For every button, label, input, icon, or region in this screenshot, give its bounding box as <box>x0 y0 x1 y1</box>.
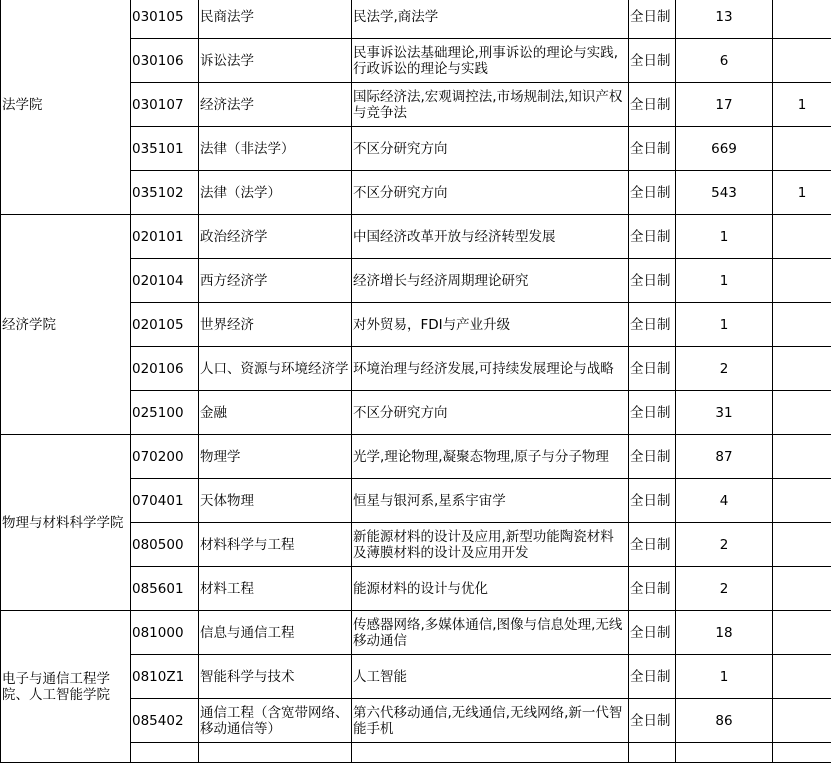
study-mode-cell: 全日制 <box>629 391 676 435</box>
major-name-cell: 西方经济学 <box>199 259 352 303</box>
research-direction-cell: 国际经济法,宏观调控法,市场规制法,知识产权与竞争法 <box>352 83 629 127</box>
major-name-cell: 智能科学与技术 <box>199 655 352 699</box>
major-code-cell: 030105 <box>131 0 199 39</box>
extra-quota-cell <box>773 435 831 479</box>
study-mode-cell: 全日制 <box>629 479 676 523</box>
college-cell: 经济学院 <box>1 215 131 435</box>
quota-cell: 1 <box>676 303 773 347</box>
major-code-cell: 081000 <box>131 611 199 655</box>
college-cell: 电子与通信工程学院、人工智能学院 <box>1 611 131 763</box>
extra-quota-cell <box>773 303 831 347</box>
major-name-cell: 诉讼法学 <box>199 39 352 83</box>
table-row <box>1 611 831 655</box>
extra-quota-cell <box>773 0 831 39</box>
quota-cell: 2 <box>676 347 773 391</box>
empty-cell <box>352 743 629 763</box>
major-code-cell: 035101 <box>131 127 199 171</box>
study-mode-cell: 全日制 <box>629 303 676 347</box>
major-code-cell: 070200 <box>131 435 199 479</box>
major-name-cell: 法律（法学） <box>199 171 352 215</box>
extra-quota-cell <box>773 567 831 611</box>
extra-quota-cell <box>773 523 831 567</box>
quota-cell: 543 <box>676 171 773 215</box>
major-name-cell: 天体物理 <box>199 479 352 523</box>
study-mode-cell: 全日制 <box>629 523 676 567</box>
research-direction-cell: 新能源材料的设计及应用,新型功能陶瓷材料及薄膜材料的设计及应用开发 <box>352 523 629 567</box>
research-direction-cell: 光学,理论物理,凝聚态物理,原子与分子物理 <box>352 435 629 479</box>
major-name-cell: 通信工程（含宽带网络、移动通信等） <box>199 699 352 743</box>
major-name-cell: 政治经济学 <box>199 215 352 259</box>
table-row <box>1 0 831 39</box>
research-direction-cell: 恒星与银河系,星系宇宙学 <box>352 479 629 523</box>
research-direction-cell: 不区分研究方向 <box>352 391 629 435</box>
quota-cell: 31 <box>676 391 773 435</box>
major-code-cell: 025100 <box>131 391 199 435</box>
major-code-cell: 070401 <box>131 479 199 523</box>
research-direction-cell: 中国经济改革开放与经济转型发展 <box>352 215 629 259</box>
research-direction-cell: 不区分研究方向 <box>352 171 629 215</box>
empty-cell <box>773 743 831 763</box>
major-name-cell: 民商法学 <box>199 0 352 39</box>
major-code-cell: 030107 <box>131 83 199 127</box>
study-mode-cell: 全日制 <box>629 611 676 655</box>
major-name-cell: 世界经济 <box>199 303 352 347</box>
major-name-cell: 法律（非法学） <box>199 127 352 171</box>
quota-cell: 4 <box>676 479 773 523</box>
extra-quota-cell: 1 <box>773 171 831 215</box>
quota-cell: 2 <box>676 567 773 611</box>
quota-cell: 18 <box>676 611 773 655</box>
major-name-cell: 金融 <box>199 391 352 435</box>
empty-cell <box>199 743 352 763</box>
research-direction-cell: 人工智能 <box>352 655 629 699</box>
extra-quota-cell <box>773 215 831 259</box>
quota-cell: 6 <box>676 39 773 83</box>
empty-cell <box>131 743 199 763</box>
college-cell: 法学院 <box>1 0 131 215</box>
study-mode-cell: 全日制 <box>629 171 676 215</box>
extra-quota-cell <box>773 611 831 655</box>
extra-quota-cell <box>773 479 831 523</box>
extra-quota-cell <box>773 655 831 699</box>
study-mode-cell: 全日制 <box>629 0 676 39</box>
major-code-cell: 085601 <box>131 567 199 611</box>
quota-cell: 1 <box>676 259 773 303</box>
major-code-cell: 020101 <box>131 215 199 259</box>
study-mode-cell: 全日制 <box>629 655 676 699</box>
study-mode-cell: 全日制 <box>629 347 676 391</box>
research-direction-cell: 环境治理与经济发展,可持续发展理论与战略 <box>352 347 629 391</box>
extra-quota-cell <box>773 259 831 303</box>
major-code-cell: 035102 <box>131 171 199 215</box>
quota-cell: 2 <box>676 523 773 567</box>
study-mode-cell: 全日制 <box>629 39 676 83</box>
extra-quota-cell: 1 <box>773 83 831 127</box>
research-direction-cell: 民法学,商法学 <box>352 0 629 39</box>
extra-quota-cell <box>773 347 831 391</box>
study-mode-cell: 全日制 <box>629 699 676 743</box>
major-code-cell: 030106 <box>131 39 199 83</box>
quota-cell: 17 <box>676 83 773 127</box>
major-name-cell: 信息与通信工程 <box>199 611 352 655</box>
empty-cell <box>676 743 773 763</box>
extra-quota-cell <box>773 127 831 171</box>
major-code-cell: 080500 <box>131 523 199 567</box>
major-code-cell: 020104 <box>131 259 199 303</box>
research-direction-cell: 经济增长与经济周期理论研究 <box>352 259 629 303</box>
study-mode-cell: 全日制 <box>629 259 676 303</box>
study-mode-cell: 全日制 <box>629 127 676 171</box>
research-direction-cell: 对外贸易，FDI与产业升级 <box>352 303 629 347</box>
extra-quota-cell <box>773 39 831 83</box>
extra-quota-cell <box>773 391 831 435</box>
table-body <box>1 0 831 763</box>
study-mode-cell: 全日制 <box>629 215 676 259</box>
table-row <box>1 215 831 259</box>
quota-cell: 86 <box>676 699 773 743</box>
study-mode-cell: 全日制 <box>629 567 676 611</box>
quota-cell: 13 <box>676 0 773 39</box>
table-row <box>1 435 831 479</box>
research-direction-cell: 民事诉讼法基础理论,刑事诉讼的理论与实践,行政诉讼的理论与实践 <box>352 39 629 83</box>
major-name-cell: 材料科学与工程 <box>199 523 352 567</box>
study-mode-cell: 全日制 <box>629 435 676 479</box>
major-name-cell: 材料工程 <box>199 567 352 611</box>
quota-cell: 1 <box>676 215 773 259</box>
empty-cell <box>629 743 676 763</box>
extra-quota-cell <box>773 699 831 743</box>
quota-cell: 87 <box>676 435 773 479</box>
research-direction-cell: 能源材料的设计与优化 <box>352 567 629 611</box>
major-name-cell: 经济法学 <box>199 83 352 127</box>
study-mode-cell: 全日制 <box>629 83 676 127</box>
major-code-cell: 0810Z1 <box>131 655 199 699</box>
major-code-cell: 020105 <box>131 303 199 347</box>
research-direction-cell: 不区分研究方向 <box>352 127 629 171</box>
major-code-cell: 085402 <box>131 699 199 743</box>
research-direction-cell: 第六代移动通信,无线通信,无线网络,新一代智能手机 <box>352 699 629 743</box>
major-name-cell: 人口、资源与环境经济学 <box>199 347 352 391</box>
college-cell: 物理与材料科学学院 <box>1 435 131 611</box>
quota-cell: 1 <box>676 655 773 699</box>
research-direction-cell: 传感器网络,多媒体通信,图像与信息处理,无线移动通信 <box>352 611 629 655</box>
major-code-cell: 020106 <box>131 347 199 391</box>
major-name-cell: 物理学 <box>199 435 352 479</box>
quota-cell: 669 <box>676 127 773 171</box>
